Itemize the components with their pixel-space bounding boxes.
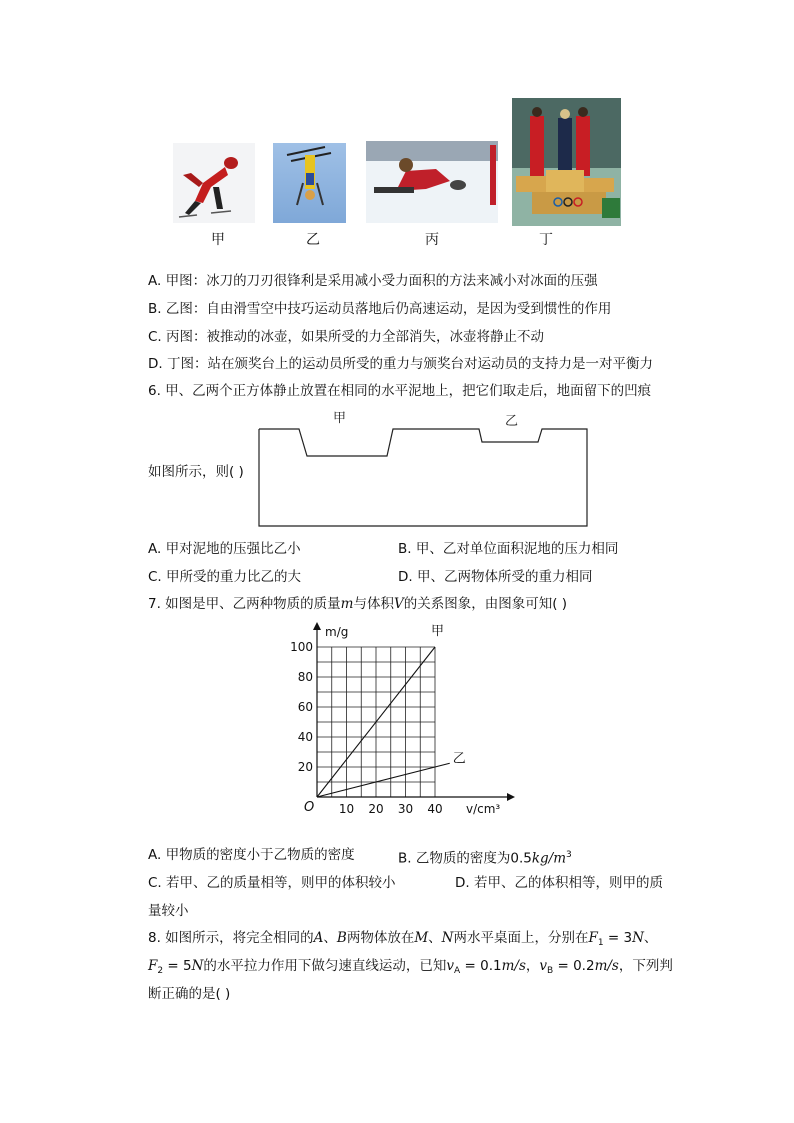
- x-tick-label: 40: [427, 802, 443, 816]
- y-tick-label: 20: [297, 760, 313, 774]
- q6-option-d: D. 甲、乙两物体所受的重力相同: [398, 569, 593, 585]
- y-tick-label: 60: [297, 700, 313, 714]
- q7-stem: 7. 如图是甲、乙两种物质的质量m与体积V的关系图象，由图象可知( ): [148, 596, 568, 612]
- y-tick-label: 40: [297, 730, 313, 744]
- q5-option-a: A. 甲图：冰刀的刀刃很锋利是采用减小受力面积的方法来减小对冰面的压强: [148, 273, 598, 289]
- y-tick-label: 100: [290, 640, 313, 654]
- figure-caption-bing: 丙: [425, 232, 439, 248]
- q5-option-b: B. 乙图：自由滑雪空中技巧运动员落地后仍高速运动，是因为受到惯性的作用: [148, 301, 612, 317]
- photo-speed-skater: [173, 143, 255, 223]
- photo-curling: [366, 141, 498, 223]
- q7-option-a: A. 甲物质的密度小于乙物质的密度: [148, 847, 355, 863]
- chart-x-label: v/cm³: [466, 802, 501, 816]
- q8-stem-line3: 断正确的是( ): [148, 986, 231, 1002]
- series-line-1: [317, 763, 450, 797]
- x-tick-label: 20: [368, 802, 384, 816]
- q6-stem-line2: 如图所示，则( ): [148, 464, 244, 480]
- chart-origin-label: O: [304, 800, 315, 815]
- q7-option-b: B. 乙物质的密度为$0.5kg/m^3$: [398, 850, 572, 867]
- photo-podium: [512, 98, 621, 226]
- q8-stem-line1: 8. 如图所示，将完全相同的A、B两物体放在M、N两水平桌面上，分别在$F_1 = 3N$、: [148, 930, 658, 948]
- series-label-0: 甲: [431, 624, 445, 639]
- q5-option-c: C. 丙图：被推动的冰壶，如果所受的力全部消失，冰壶将静止不动: [148, 329, 545, 345]
- q7-option-c: C. 若甲、乙的质量相等，则甲的体积较小: [148, 875, 396, 891]
- figure-caption-jia: 甲: [211, 232, 225, 248]
- q6-label-jia: 甲: [333, 411, 347, 426]
- q6-label-yi: 乙: [505, 414, 519, 429]
- q6-option-b: B. 甲、乙对单位面积泥地的压力相同: [398, 541, 619, 557]
- series-label-1: 乙: [452, 751, 466, 767]
- figure-caption-ding: 丁: [539, 232, 553, 248]
- q7-option-d-line2: 量较小: [148, 903, 189, 919]
- q6-mud-diagram: [255, 405, 591, 530]
- q6-stem-line1: 6. 甲、乙两个正方体静止放置在相同的水平泥地上，把它们取走后，地面留下的凹痕: [148, 383, 652, 399]
- photo-aerial-skier: [273, 143, 346, 223]
- chart-y-label: m/g: [325, 625, 349, 639]
- y-tick-label: 80: [297, 670, 313, 684]
- q7-mass-volume-chart: [283, 620, 523, 825]
- q7-option-d-line1: D. 若甲、乙的体积相等，则甲的质: [455, 875, 663, 891]
- figure-caption-yi: 乙: [306, 232, 320, 248]
- q5-option-d: D. 丁图：站在颁奖台上的运动员所受的重力与颁奖台对运动员的支持力是一对平衡力: [148, 356, 653, 372]
- q8-stem-line2: $F_2 = 5N$的水平拉力作用下做匀速直线运动，已知$v_A = 0.1m/s$，$v_B = 0.2m/s$，下列判: [148, 958, 673, 976]
- x-tick-label: 30: [397, 802, 414, 816]
- q6-option-c: C. 甲所受的重力比乙的大: [148, 569, 302, 585]
- q6-option-a: A. 甲对泥地的压强比乙小: [148, 541, 301, 557]
- x-tick-label: 10: [338, 802, 355, 816]
